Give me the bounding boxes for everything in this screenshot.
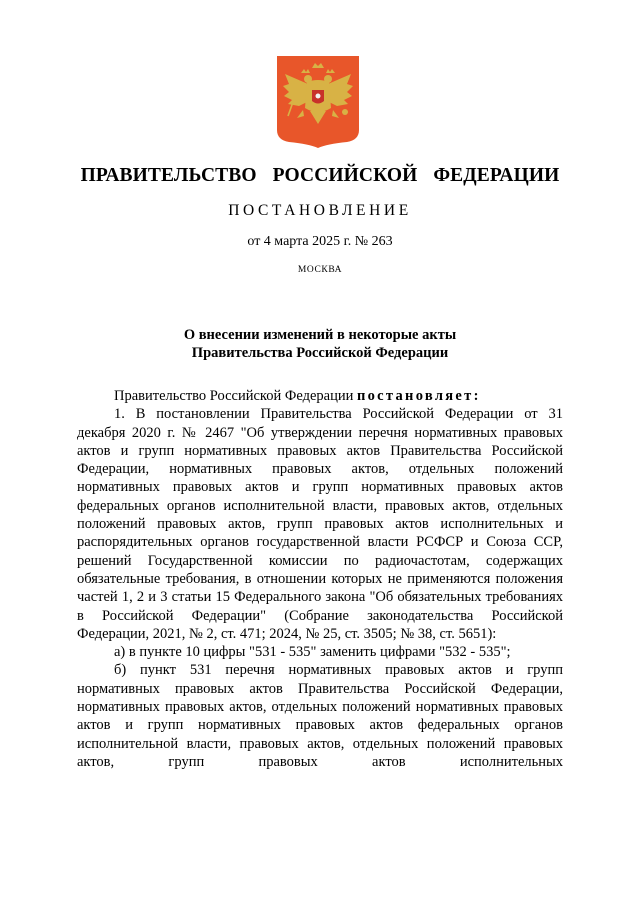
document-date-number: от 4 марта 2025 г. № 263 <box>247 234 393 249</box>
subparagraph-b: б) пункт 531 перечня нормативных правовых актов и групп нормативных правовых актов Правительства Российской Федерации, нормативных правовых актов, отдельных положений нормативных правовых актов и групп нормативных правовых актов федеральных органов исполнительной власти, правовых актов, отдельных положений правовых актов, групп правовых актов исполнительных <box>77 662 563 770</box>
intro-verb: постановляет: <box>356 388 481 404</box>
subject-line-2: Правительства Российской Федерации <box>191 345 449 361</box>
document-subject <box>0 326 640 362</box>
subject-line-1: О внесении изменений в некоторые акты <box>183 327 457 343</box>
subparagraph-a: а) в пункте 10 цифры "531 - 535" заменить цифрами "532 - 535"; <box>114 644 511 661</box>
document-body <box>77 387 563 771</box>
document-city: МОСКВА <box>297 265 343 275</box>
coat-of-arms-icon <box>277 56 359 148</box>
document-type: ПОСТАНОВЛЕНИЕ <box>228 202 412 219</box>
paragraph-1: 1. В постановлении Правительства Российской Федерации от 31 декабря 2020 г. № 2467 "Об утверждении перечня нормативных правовых актов и групп нормативных правовых актов Правительства Российской Федерации, нормативных правовых актов, отдельных положений нормативных правовых актов и групп нормативных правовых актов федеральных органов исполнительной власти, правовых актов, отдельных положений правовых актов, групп правовых актов исполнительных и распорядительных органов государственной власти РСФСР и Союза ССР, решений Государственной комиссии по радиочастотам, содержащих обязательные требования, в отношении которых не применяются положения частей 1, 2 и 3 статьи 15 Федерального закона "Об обязательных требованиях в Российской Федерации" (Собрание законодательства Российской Федерации, 2021, № 2, ст. 471; 2024, № 25, ст. 3505; № 38, ст. 5651): <box>77 406 563 642</box>
intro-paragraph <box>77 387 563 405</box>
intro-text: Правительство Российской Федерации <box>114 388 357 404</box>
government-title: ПРАВИТЕЛЬСТВО РОССИЙСКОЙ ФЕДЕРАЦИИ <box>80 165 560 186</box>
